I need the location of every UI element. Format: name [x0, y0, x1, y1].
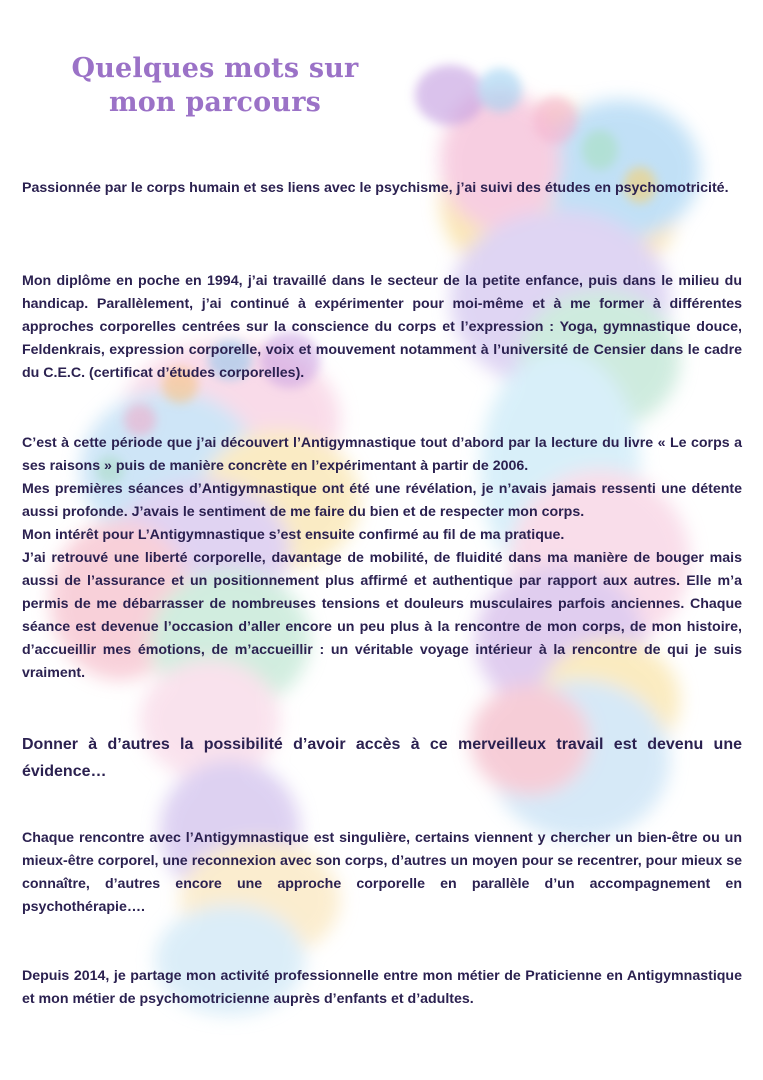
paragraph-career: Mon diplôme en poche en 1994, j’ai travaillé dans le secteur de la petite enfance, puis dans le milieu du handicap. Parallèlement, j’ai continué à expérimenter pour moi-même et à me former à différentes approches corporelles centrées sur la conscience du corps et l’expression : Yoga, gymnastique douce, Feldenkrais, expression corporelle, voix et mouvement notamment à l’université de Censier dans le cadre du C.E.C. (certificat d’études corporelles). — [22, 273, 742, 381]
title-line-2: mon parcours — [108, 87, 322, 118]
paragraph-studies: Passionnée par le corps humain et ses liens avec le psychisme, j’ai suivi des études en psychomotricité. — [22, 180, 729, 196]
page-title — [40, 52, 390, 120]
paragraph-today: Depuis 2014, je partage mon activité professionnelle entre mon métier de Praticienne en Antigymnastique et mon métier de psychomotricienne auprès d’enfants et d’adultes. — [22, 968, 742, 1007]
discovery-line-4: J’ai retrouvé une liberté corporelle, davantage de mobilité, de fluidité dans ma manière de bouger mais aussi de l’assurance et un positionnement plus affirmé et authentique par rapport aux autres. Elle m’a permis de me débarrasser de nombreuses tensions et douleurs musculaires parfois anciennes. Chaque séance est devenue l’occasion d’aller encore un peu plus à la rencontre de mon corps, de mon histoire, d’accueillir mes émotions, de m’accueillir : un véritable voyage intérieur à la rencontre de qui je suis vraiment. — [22, 550, 742, 681]
title-line-1: Quelques mots sur — [71, 53, 359, 84]
discovery-line-3: Mon intérêt pour L’Antigymnastique s’est ensuite confirmé au fil de ma pratique. — [22, 527, 565, 543]
paragraph-discovery — [22, 432, 742, 685]
discovery-line-2: Mes premières séances d’Antigymnastique ont été une révélation, je n’avais jamais ressenti une détente aussi profonde. J’avais le sentiment de me faire du bien et de respecter mon corps. — [22, 481, 742, 520]
discovery-line-1: C’est à cette période que j’ai découvert l’Antigymnastique tout d’abord par la lecture du livre « Le corps a ses raisons » puis de manière concrète en l’expérimentant à partir de 2006. — [22, 435, 742, 474]
paragraph-encounters: Chaque rencontre avec l’Antigymnastique est singulière, certains viennent y chercher un bien-être ou un mieux-être corporel, une reconnexion avec son corps, d’autres un moyen pour se recentrer, pour mieux se connaître, d’autres encore une approche corporelle en parallèle d’un accompagnement en psychothérapie…. — [22, 830, 742, 915]
paragraph-evidence: Donner à d’autres la possibilité d’avoir accès à ce merveilleux travail est devenu une évidence… — [22, 736, 742, 780]
